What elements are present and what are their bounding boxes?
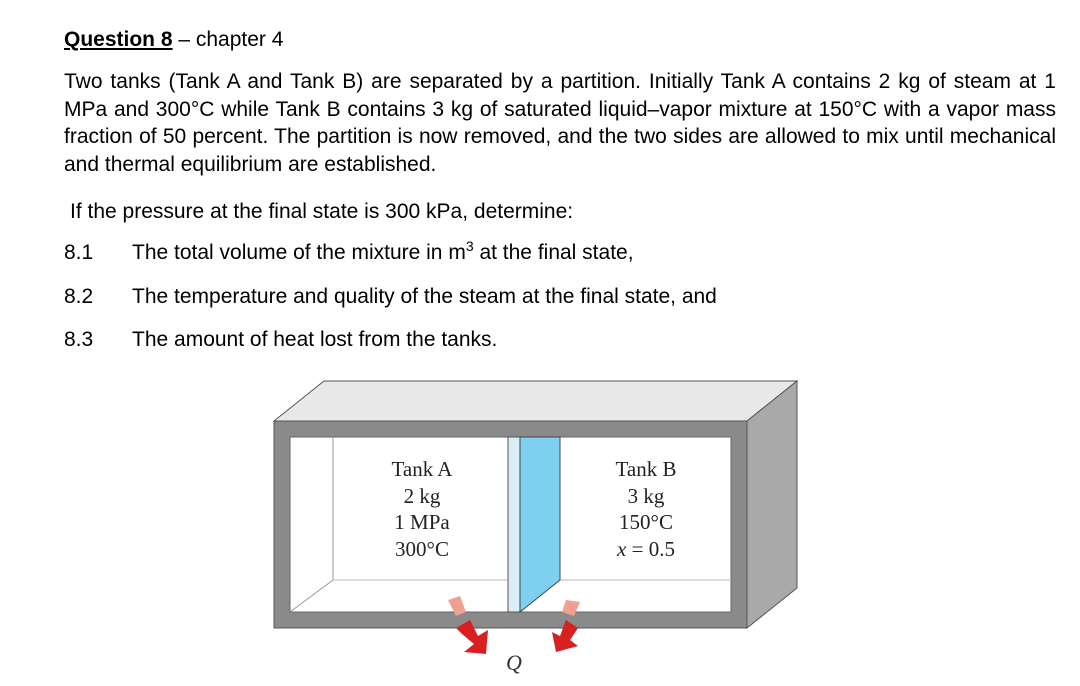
subquestion-text: The amount of heat lost from the tanks.: [132, 328, 498, 351]
tank-a-name: Tank A: [391, 457, 453, 481]
tank-b-mass: 3 kg: [627, 484, 665, 508]
tank-b-name: Tank B: [615, 457, 677, 481]
partition: [508, 437, 520, 612]
subquestion-text-end: at the final state,: [473, 241, 634, 264]
subquestion-number: 8.1: [64, 241, 94, 264]
subquestion-number: 8.2: [64, 285, 94, 308]
subquestion-number: 8.3: [64, 328, 94, 351]
tank-a-temperature: 300°C: [395, 537, 449, 561]
subquestion-text: The total volume of the mixture in m: [132, 241, 466, 264]
tank-a-pressure: 1 MPa: [394, 510, 450, 534]
tank-a-mass: 2 kg: [403, 484, 441, 508]
subquestion-text: The temperature and quality of the steam at the final state, and: [132, 285, 717, 308]
problem-statement: Two tanks (Tank A and Tank B) are separated by a partition. Initially Tank A contains 2 kg of steam at 1 MPa and 300°C while Tank B contains 3 kg of saturated liquid–vapor mixture at 150°C with a vapor mass fraction of 50 percent. The partition is now removed, and the two sides are allowed to mix until mechanical and thermal equilibrium are established.: [64, 70, 1056, 176]
question-number: Question 8: [64, 28, 173, 51]
quality-variable: x: [617, 537, 627, 561]
tank-top-face: [274, 381, 797, 421]
tank-side-face: [747, 381, 797, 628]
superscript: 3: [465, 238, 474, 254]
chapter-label: – chapter 4: [172, 28, 284, 51]
tank-b-quality: [616, 537, 675, 561]
lead-sentence: If the pressure at the final state is 300 kPa, determine:: [70, 200, 574, 223]
quality-value: = 0.5: [626, 537, 675, 561]
heat-symbol: Q: [506, 650, 522, 675]
tank-b-temperature: 150°C: [619, 510, 673, 534]
